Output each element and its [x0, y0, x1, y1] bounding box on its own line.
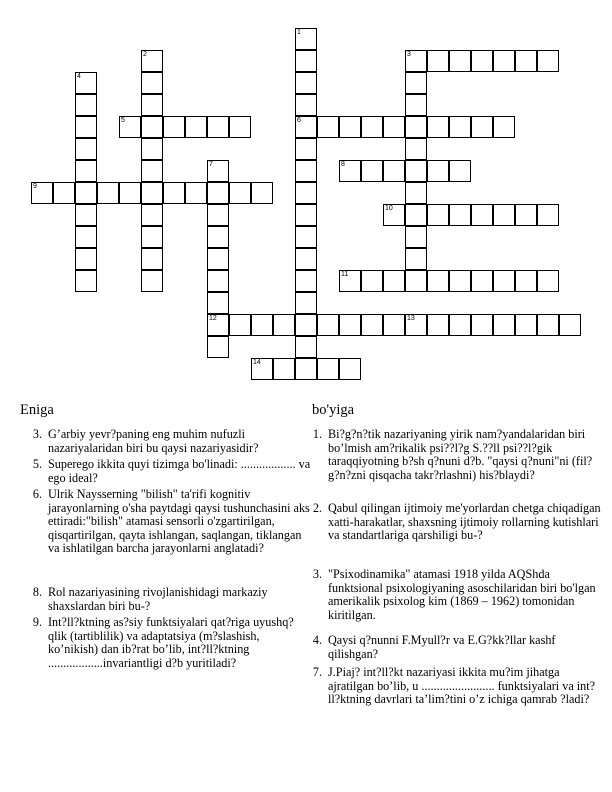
- crossword-cell[interactable]: [141, 248, 163, 270]
- crossword-cell[interactable]: [251, 182, 273, 204]
- clue-number: 2.: [312, 501, 322, 515]
- crossword-cell[interactable]: [493, 314, 515, 336]
- crossword-cell[interactable]: [75, 116, 97, 138]
- clue-text: Bi?g?n?tik nazariyaning yirik nam?yandalaridan biri bo’lmish am?rikalik psi??l?g S.??ll psi??l?gik taraqqiyotning b?sh q?nuni d?b. "qaysi q?nuni"ni (fil?g?n?zni qisqacha takr?rlashni) his?blaydi?: [328, 427, 593, 482]
- clue-number: 8.: [32, 585, 42, 599]
- crossword-cell[interactable]: [427, 50, 449, 72]
- crossword-cell[interactable]: [207, 270, 229, 292]
- crossword-cell[interactable]: [493, 204, 515, 226]
- crossword-cell[interactable]: [75, 182, 97, 204]
- crossword-cell[interactable]: [75, 72, 97, 94]
- crossword-cell[interactable]: [405, 248, 427, 270]
- clue-text: Int?ll?ktning as?siy funktsiyalari qat?riga uyushq?qlik (tartiblilik) va adaptatsiya (m?slashish, ko’nikish) dan ib?rat bo’lib, int?ll?ktning ..................invariantligi d?b yuritiladi?: [48, 615, 294, 670]
- crossword-cell[interactable]: [163, 182, 185, 204]
- clue-number: 3.: [312, 567, 322, 581]
- crossword-cell[interactable]: [471, 314, 493, 336]
- crossword-cell[interactable]: [339, 116, 361, 138]
- crossword-cell[interactable]: [493, 116, 515, 138]
- crossword-cell[interactable]: [405, 94, 427, 116]
- cell-number: 2: [143, 51, 147, 58]
- clue-text: "Psixodinamika" atamasi 1918 yilda AQShda funktsional psixologiyaning asoschilaridan biri bo'lgan amerikalik psixolog kim (1869 – 1962) tomonidan kiritilgan.: [328, 567, 596, 622]
- crossword-cell[interactable]: [207, 204, 229, 226]
- crossword-cell[interactable]: [207, 226, 229, 248]
- crossword-cell[interactable]: [207, 292, 229, 314]
- crossword-cell[interactable]: [339, 314, 361, 336]
- crossword-cell[interactable]: [537, 50, 559, 72]
- crossword-cell[interactable]: [405, 270, 427, 292]
- crossword-cell[interactable]: [427, 116, 449, 138]
- crossword-cell[interactable]: [515, 204, 537, 226]
- clue-number: 6.: [32, 487, 42, 501]
- cell-number: 4: [77, 73, 81, 80]
- cell-number: 9: [33, 183, 37, 190]
- crossword-cell[interactable]: [361, 270, 383, 292]
- crossword-cell[interactable]: [141, 182, 163, 204]
- crossword-cell[interactable]: [559, 314, 581, 336]
- crossword-cell[interactable]: [295, 314, 317, 336]
- crossword-cell[interactable]: [405, 314, 427, 336]
- crossword-cell[interactable]: [295, 160, 317, 182]
- crossword-cell[interactable]: [449, 270, 471, 292]
- crossword-cell[interactable]: [361, 314, 383, 336]
- clue-number: 3.: [32, 427, 42, 441]
- crossword-cell[interactable]: [295, 358, 317, 380]
- crossword-cell[interactable]: [427, 270, 449, 292]
- crossword-cell[interactable]: [141, 204, 163, 226]
- crossword-cell[interactable]: [361, 160, 383, 182]
- crossword-cell[interactable]: [141, 270, 163, 292]
- crossword-cell[interactable]: [537, 204, 559, 226]
- clue-text: Rol nazariyasining rivojlanishidagi markaziy shaxslardan biri bu-?: [48, 585, 268, 613]
- crossword-cell[interactable]: [339, 270, 361, 292]
- clue-text: Superego ikkita quyi tizimga bo'linadi: .................. va ego ideal?: [48, 457, 311, 485]
- clue-number: 4.: [312, 633, 322, 647]
- across-heading: Eniga: [20, 402, 54, 418]
- crossword-cell[interactable]: [251, 314, 273, 336]
- crossword-grid: [0, 0, 612, 392]
- crossword-cell[interactable]: [405, 226, 427, 248]
- crossword-cell[interactable]: [141, 226, 163, 248]
- clue-number: 9.: [32, 615, 42, 629]
- down-heading: bo'yiga: [312, 402, 355, 418]
- crossword-cell[interactable]: [537, 314, 559, 336]
- crossword-cell[interactable]: [405, 50, 427, 72]
- cell-number: 14: [253, 359, 261, 366]
- clue-text: Qaysi q?nunni F.Myull?r va E.G?kk?llar kashf qilishgan?: [328, 633, 556, 661]
- crossword-cell[interactable]: [207, 336, 229, 358]
- crossword-cell[interactable]: [295, 138, 317, 160]
- crossword-cell[interactable]: [405, 182, 427, 204]
- crossword-cell[interactable]: [339, 160, 361, 182]
- crossword-cell[interactable]: [141, 50, 163, 72]
- crossword-cell[interactable]: [383, 204, 405, 226]
- clue-text: J.Piaj? int?ll?kt nazariyasi ikkita mu?im jihatga ajratilgan bo’lib, u ........................ funktsiyalari va int?ll?ktning davrlari ta’lim?tini o’z ichiga qamrab ?ladi?: [328, 665, 596, 707]
- crossword-cell[interactable]: [449, 116, 471, 138]
- crossword-cell[interactable]: [97, 182, 119, 204]
- crossword-cell[interactable]: [229, 314, 251, 336]
- cell-number: 13: [407, 315, 415, 322]
- crossword-cell[interactable]: [185, 116, 207, 138]
- crossword-cell[interactable]: [141, 94, 163, 116]
- crossword-cell[interactable]: [295, 94, 317, 116]
- crossword-cell[interactable]: [295, 50, 317, 72]
- crossword-cell[interactable]: [75, 248, 97, 270]
- cell-number: 1: [297, 29, 301, 36]
- cell-number: 10: [385, 205, 393, 212]
- crossword-cell[interactable]: [339, 358, 361, 380]
- crossword-cell[interactable]: [141, 72, 163, 94]
- crossword-cell[interactable]: [53, 182, 75, 204]
- crossword-cell[interactable]: [537, 270, 559, 292]
- cell-number: 3: [407, 51, 411, 58]
- crossword-cell[interactable]: [295, 28, 317, 50]
- clue-text: Ulrik Naysserning "bilish" ta'rifi kognitiv jarayonlarning o'sha paytdagi qaysi tushunchasini aks ettiradi:"bilish" atamasi sensorli o'zgartirilgan, qisqartirilgan, qayta ishlangan, saqlangan, tiklangan va ishlatilgan barcha jarayonlarni anglatadi?: [48, 487, 310, 556]
- crossword-cell[interactable]: [229, 182, 251, 204]
- crossword-cell[interactable]: [295, 182, 317, 204]
- crossword-cell[interactable]: [515, 50, 537, 72]
- crossword-cell[interactable]: [361, 116, 383, 138]
- crossword-cell[interactable]: [295, 72, 317, 94]
- crossword-cell[interactable]: [207, 160, 229, 182]
- crossword-cell[interactable]: [449, 204, 471, 226]
- crossword-cell[interactable]: [295, 226, 317, 248]
- crossword-cell[interactable]: [185, 182, 207, 204]
- cell-number: 12: [209, 315, 217, 322]
- crossword-cell[interactable]: [75, 270, 97, 292]
- crossword-cell[interactable]: [427, 314, 449, 336]
- crossword-cell[interactable]: [207, 182, 229, 204]
- crossword-cell[interactable]: [251, 358, 273, 380]
- crossword-cell[interactable]: [383, 270, 405, 292]
- crossword-cell[interactable]: [295, 336, 317, 358]
- crossword-cell[interactable]: [317, 314, 339, 336]
- crossword-cell[interactable]: [449, 160, 471, 182]
- clue-number: 5.: [32, 457, 42, 471]
- crossword-cell[interactable]: [75, 138, 97, 160]
- crossword-cell[interactable]: [141, 160, 163, 182]
- crossword-cell[interactable]: [75, 160, 97, 182]
- crossword-cell[interactable]: [471, 270, 493, 292]
- cell-number: 5: [121, 117, 125, 124]
- crossword-cell[interactable]: [493, 50, 515, 72]
- crossword-cell[interactable]: [75, 94, 97, 116]
- crossword-cell[interactable]: [141, 116, 163, 138]
- crossword-cell[interactable]: [207, 248, 229, 270]
- crossword-cell[interactable]: [427, 160, 449, 182]
- cell-number: 7: [209, 161, 213, 168]
- crossword-cell[interactable]: [31, 182, 53, 204]
- crossword-cell[interactable]: [207, 116, 229, 138]
- crossword-cell[interactable]: [273, 358, 295, 380]
- crossword-cell[interactable]: [141, 138, 163, 160]
- crossword-cell[interactable]: [229, 116, 251, 138]
- cell-number: 8: [341, 161, 345, 168]
- crossword-cell[interactable]: [317, 116, 339, 138]
- crossword-cell[interactable]: [449, 314, 471, 336]
- crossword-cell[interactable]: [383, 314, 405, 336]
- crossword-cell[interactable]: [405, 204, 427, 226]
- cell-number: 11: [341, 271, 349, 278]
- crossword-cell[interactable]: [405, 160, 427, 182]
- crossword-cell[interactable]: [295, 248, 317, 270]
- crossword-cell[interactable]: [405, 138, 427, 160]
- crossword-cell[interactable]: [515, 270, 537, 292]
- crossword-cell[interactable]: [163, 116, 185, 138]
- crossword-cell[interactable]: [405, 116, 427, 138]
- crossword-cell[interactable]: [405, 72, 427, 94]
- crossword-cell[interactable]: [295, 292, 317, 314]
- crossword-cell[interactable]: [449, 50, 471, 72]
- crossword-cell[interactable]: [295, 270, 317, 292]
- crossword-cell[interactable]: [119, 116, 141, 138]
- crossword-cell[interactable]: [75, 226, 97, 248]
- crossword-cell[interactable]: [493, 270, 515, 292]
- crossword-cell[interactable]: [295, 116, 317, 138]
- clue-text: Qabul qilingan ijtimoiy me'yorlardan chetga chiqadigan xatti-harakatlar, shaxsning ijtimoiy rollarning kutishlari va standartlariga qarshiligi bu-?: [328, 501, 601, 543]
- clue-number: 7.: [312, 665, 322, 679]
- crossword-cell[interactable]: [383, 160, 405, 182]
- crossword-cell[interactable]: [119, 182, 141, 204]
- crossword-cell[interactable]: [273, 314, 295, 336]
- crossword-cell[interactable]: [427, 204, 449, 226]
- crossword-cell[interactable]: [471, 116, 493, 138]
- clue-number: 1.: [312, 427, 322, 441]
- crossword-cell[interactable]: [75, 204, 97, 226]
- cell-number: 6: [297, 117, 301, 124]
- crossword-cell[interactable]: [383, 116, 405, 138]
- crossword-cell[interactable]: [515, 314, 537, 336]
- crossword-cell[interactable]: [471, 50, 493, 72]
- clue-text: G’arbiy yevr?paning eng muhim nufuzli nazariyalaridan biri bu qaysi nazariyasidir?: [48, 427, 259, 455]
- crossword-cell[interactable]: [207, 314, 229, 336]
- crossword-cell[interactable]: [317, 358, 339, 380]
- crossword-cell[interactable]: [471, 204, 493, 226]
- crossword-cell[interactable]: [295, 204, 317, 226]
